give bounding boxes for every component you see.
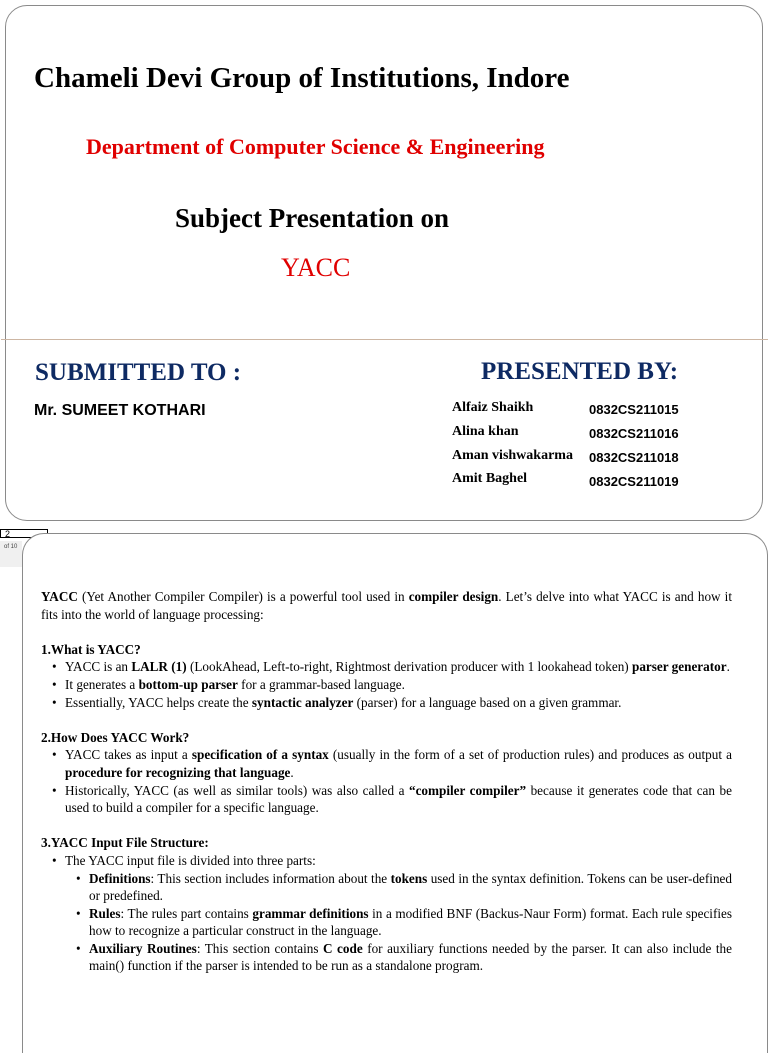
member-roll: 0832CS211018	[589, 450, 679, 465]
section-heading: 3.YACC Input File Structure:	[41, 835, 209, 851]
subject-line: Subject Presentation on	[175, 203, 449, 233]
member-roll: 0832CS211016	[589, 426, 679, 441]
section-heading: 2.How Does YACC Work?	[41, 729, 190, 745]
intro-bold: compiler design	[408, 589, 499, 604]
intro-bold: YACC	[41, 589, 78, 604]
list-item: • Essentially, YACC helps create the syntactic analyzer (parser) for a language based on a given grammar.	[41, 694, 732, 712]
submitted-to-label: SUBMITTED TO :	[35, 359, 242, 386]
list-item: • Definitions: This section includes information about the tokens used in the syntax definition. Tokens can be user-defined or predefined.	[41, 870, 732, 905]
list-item: • Historically, YACC (as well as similar tools) was also called a “compiler compiler” because it generates code that can be used to build a compiler for a specific language.	[41, 782, 732, 817]
list-item: • YACC takes as input a specification of a syntax (usually in the form of a set of production rules) and produces as output a procedure for recognizing that language.	[41, 746, 732, 781]
institution-name: Chameli Devi Group of Institutions, Indore	[34, 62, 570, 94]
bullet-list	[41, 746, 732, 816]
member-name: Alina khan	[452, 424, 519, 439]
content-slide	[22, 533, 768, 1053]
list-item: • Auxiliary Routines: This section contains C code for auxiliary functions needed by the parser. It can also include the main() function if the parser is intended to be run as a standalone program.	[41, 940, 732, 975]
intro-text: (Yet Another Compiler Compiler) is a powerful tool used in	[77, 589, 409, 604]
page-number-input[interactable]: 2	[0, 529, 48, 538]
list-item: • The YACC input file is divided into three parts:	[41, 852, 732, 870]
intro-text: . Let’s delve into what YACC is and how it fits into the world of language processing:	[41, 589, 732, 622]
member-name: Amit Baghel	[452, 471, 528, 486]
member-roll: 0832CS211015	[589, 402, 679, 417]
bullet-list	[41, 852, 732, 870]
slide-body	[41, 588, 732, 975]
presented-by-label: PRESENTED BY:	[481, 358, 679, 385]
submitted-to-name: Mr. SUMEET KOTHARI	[34, 402, 206, 419]
section-heading: 1.What is YACC?	[41, 641, 141, 657]
sub-bullet-list	[41, 870, 732, 976]
member-name: Alfaiz Shaikh	[452, 400, 534, 415]
member-roll: 0832CS211019	[589, 474, 679, 489]
divider-line	[1, 339, 768, 340]
title-slide	[5, 5, 763, 521]
intro-paragraph	[41, 588, 732, 623]
bullet-list	[41, 658, 732, 711]
list-item: • It generates a bottom-up parser for a grammar-based language.	[41, 676, 732, 694]
department-name: Department of Computer Science & Engineering	[86, 134, 545, 159]
list-item: • Rules: The rules part contains grammar definitions in a modified BNF (Backus-Naur Form) format. Each rule specifies how to recognize a particular construct in the language.	[41, 905, 732, 940]
list-item: • YACC is an LALR (1) (LookAhead, Left-to-right, Rightmost derivation producer with 1 lookahead token) parser generator.	[41, 658, 732, 676]
topic-title: YACC	[281, 253, 351, 282]
page-count-label: of 10	[0, 541, 22, 567]
member-name: Aman vishwakarma	[452, 448, 573, 463]
